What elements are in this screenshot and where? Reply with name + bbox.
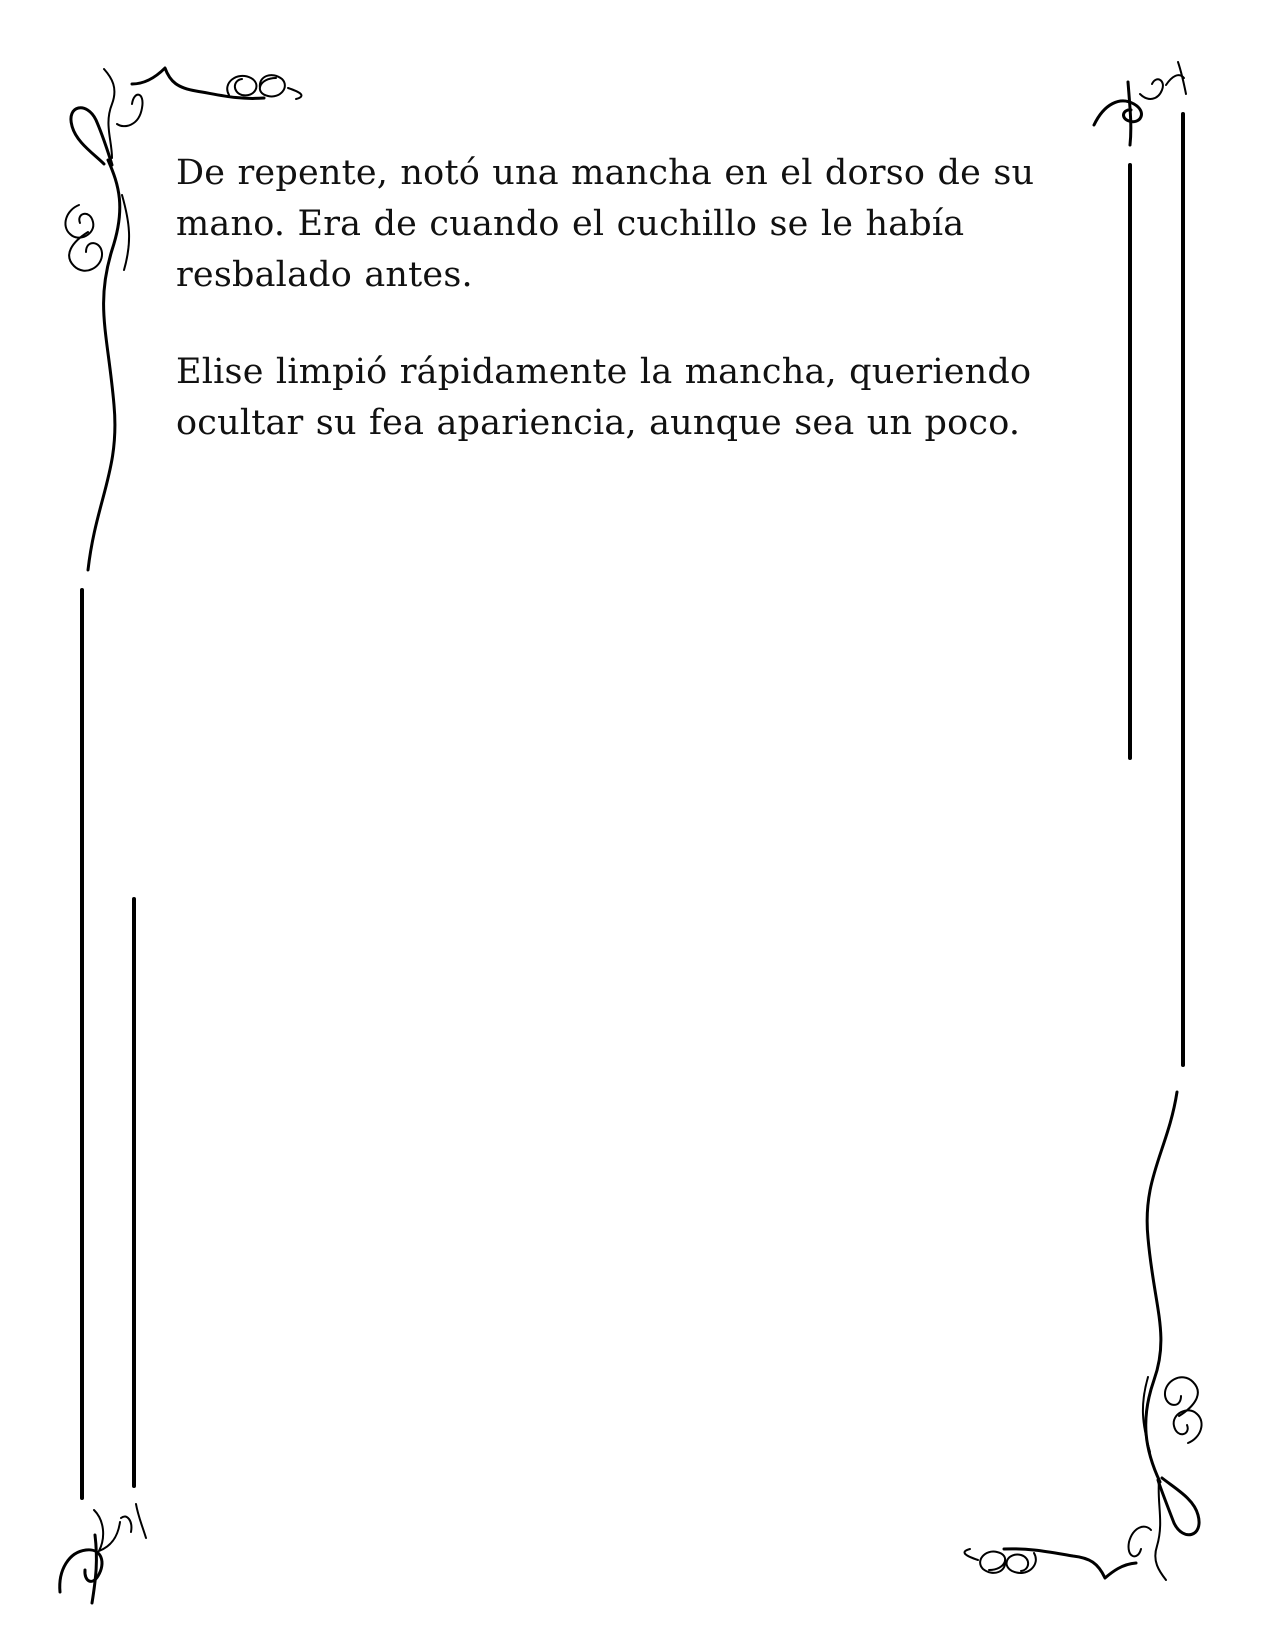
paragraph-1: De repente, notó una mancha en el dorso de su mano. Era de cuando el cuchillo se le había resbalado antes. bbox=[176, 153, 1035, 295]
top-right-flourish-ornament bbox=[1094, 62, 1186, 145]
bottom-left-flourish-ornament bbox=[60, 1504, 146, 1603]
bottom-right-flourish-ornament bbox=[965, 1092, 1202, 1580]
paragraph-2: Elise limpió rápidamente la mancha, queriendo ocultar su fea apariencia, aunque sea un poco. bbox=[176, 352, 1032, 443]
story-text-block bbox=[176, 148, 1106, 495]
